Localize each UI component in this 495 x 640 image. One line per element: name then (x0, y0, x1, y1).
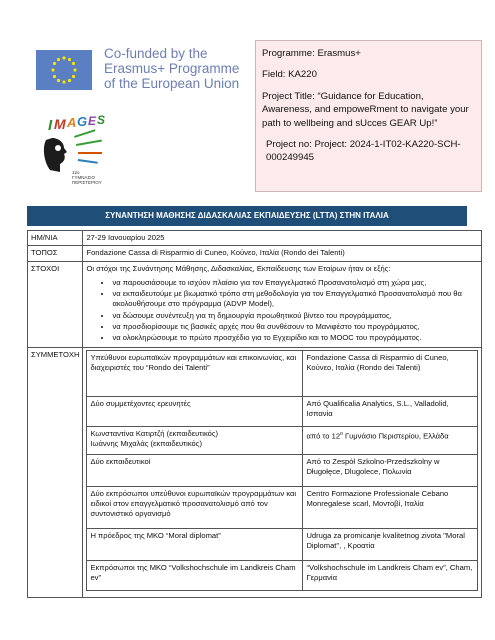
participant-who: Εκπρόσωποι της ΜΚΟ “Volkshochschule im Landkreis Cham ev” (87, 560, 303, 590)
participant-row (87, 454, 478, 486)
svg-text:A: A (67, 115, 77, 130)
participant-row (87, 426, 478, 454)
participant-row (87, 396, 478, 426)
participant-who: Δύο εκπρόσωποι υπεύθυνοι ευρωπαϊκών προγραμμάτων και ειδικοί στον επαγγελματικό προσανατολισμό από τον συντονιστικό οργανισμό (87, 486, 303, 528)
goal-item: • να παρουσιάσουμε το ισχύον πλαίσιο για τον Επαγγελματικό Προσανατολισμό στη χώρα μας, (112, 278, 478, 288)
date-label: ΗΜ/ΝΙΑ (28, 231, 83, 246)
teacher-name-1: Κωνσταντίνα Κατιρτζή (εκπαιδευτικός) (90, 428, 219, 438)
participation-label: ΣΥΜΜΕΤΟΧΗ (28, 347, 83, 597)
participant-who (87, 426, 303, 454)
svg-text:E: E (88, 114, 97, 128)
goal-item: • να προσδιορίσουμε τις βασικές αρχές που θα συνθέσουν το Μανιφέστο του προγράμματος, (112, 322, 478, 332)
participant-org: Udruga za promicanje kvalitetnog zivota "Moral Diplomat", , Κροατία (303, 528, 478, 560)
participants-table (86, 350, 478, 591)
place-value: Fondazione Cassa di Risparmio di Cuneo, Κούνεο, Ιταλία (Rondo dei Talenti) (83, 246, 482, 261)
svg-text:S: S (97, 113, 106, 127)
participant-who: Δύο εκπαιδευτικοί (87, 454, 303, 486)
goals-intro: Οι στόχοι της Συνάντησης Μάθησης, Διδασκαλίας, Εκπαίδευσης των Εταίρων ήταν οι εξής: (86, 263, 391, 273)
ltta-title-bar: ΣΥΝΑΝΤΗΣΗ ΜΑΘΗΣΗΣ ΔΙΔΑΣΚΑΛΙΑΣ ΕΚΠΑΙΔΕΥΣΗΣ (LTTA) ΣΤΗΝ ΙΤΑΛΙΑ (27, 206, 467, 226)
goals-cell (83, 261, 482, 347)
eu-line-1: Co-funded by the (104, 46, 208, 61)
participant-row (87, 350, 478, 396)
programme-info-box (255, 40, 482, 192)
eu-flag-icon (36, 50, 92, 90)
programme-line: Programme: Erasmus+ (262, 48, 361, 59)
participant-org: Από το Zespół Szkolno-Przedszkolny w Długołęce, Dlugolece, Πολωνία (303, 454, 478, 486)
eu-cofunded-text (104, 46, 254, 91)
place-row (28, 246, 482, 261)
goal-item: • να εκπαιδευτούμε με βιωματικό τρόπο στη μεθοδολογία για τον Επαγγελματικό Προσανατολισμό που θα ακολουθήσουμε στο πρόγραμμα (ADVP Model), (112, 289, 478, 310)
participant-row (87, 560, 478, 590)
participant-org: Από Qualificalia Analytics, S.L., Valladolid, Ισπανία (303, 396, 478, 426)
project-number-line: Project no: Project: 2024-1-IT02-KA220-SCH-000249945 (266, 139, 461, 164)
participant-who: Η πρόεδρος της ΜΚΟ “Moral diplomat” (87, 528, 303, 560)
svg-text:M: M (54, 116, 66, 132)
goal-item: • να ολοκληρώσουμε το πρώτο προσχέδιο για το Εγχειρίδιο και το MOOC του προγράμματος. (112, 333, 478, 343)
participation-row (28, 347, 482, 597)
participant-org: “Volkshochschule im Landkreis Cham ev”, Cham, Γερμανία (303, 560, 478, 590)
field-line: Field: KA220 (262, 69, 317, 81)
eu-stars (51, 56, 76, 83)
participant-row (87, 528, 478, 560)
participant-org: από το $12^o$ Γυμνάσιο Περιστερίου, Ελλάδα (303, 426, 478, 454)
participant-row (87, 486, 478, 528)
goal-item: • να δώσουμε συνέντευξη για τη δημιουργία προωθητικού βίντεο του προγράμματος, (112, 311, 478, 321)
participant-org: Fondazione Cassa di Risparmio di Cuneo, Κούνεο, Ιταλία (Rondo dei Talenti) (303, 350, 478, 396)
project-title-line: Project Title: “Guidance for Education, Awareness, and empoweRment to navigate your path to wellbeing and sUcces GEAR Up!” (262, 90, 469, 129)
participant-who: Υπεύθυνοι ευρωπαϊκών προγραμμάτων και επικοινωνίας, και διαχειριστές του “Rondo dei Talenti” (87, 350, 303, 396)
svg-text:12ο: 12ο (72, 170, 80, 175)
goals-list (86, 278, 478, 344)
svg-text:ΠΕΡΙΣΤΕΡΙΟΥ: ΠΕΡΙΣΤΕΡΙΟΥ (72, 180, 102, 184)
eu-line-3: of the European Union (104, 76, 240, 91)
date-row (28, 231, 482, 246)
images-project-logo (38, 112, 126, 184)
place-label: ΤΟΠΟΣ (28, 246, 83, 261)
svg-text:I: I (48, 117, 53, 134)
goals-row (28, 261, 482, 347)
svg-text:ΓΥΜΝΑΣΙΟ: ΓΥΜΝΑΣΙΟ (72, 175, 96, 180)
eu-line-2: Erasmus+ Programme (104, 61, 240, 76)
teacher-name-2: Ιωάννης Μιχαλάς (εκπαιδευτικός) (90, 438, 202, 448)
participation-cell (83, 347, 482, 597)
participant-org: Centro Formazione Professionale Cebano Monregalese scarl, Μοντοβί, Ιταλία (303, 486, 478, 528)
svg-text:G: G (77, 114, 88, 129)
ltta-info-table (27, 230, 482, 598)
goals-label: ΣΤΟΧΟΙ (28, 261, 83, 347)
eu-cofunded-logo (22, 38, 254, 110)
date-value: 27-29 Ιανουαρίου 2025 (83, 231, 482, 246)
participant-who: Δύο συμμετέχοντες ερευνητές (87, 396, 303, 426)
